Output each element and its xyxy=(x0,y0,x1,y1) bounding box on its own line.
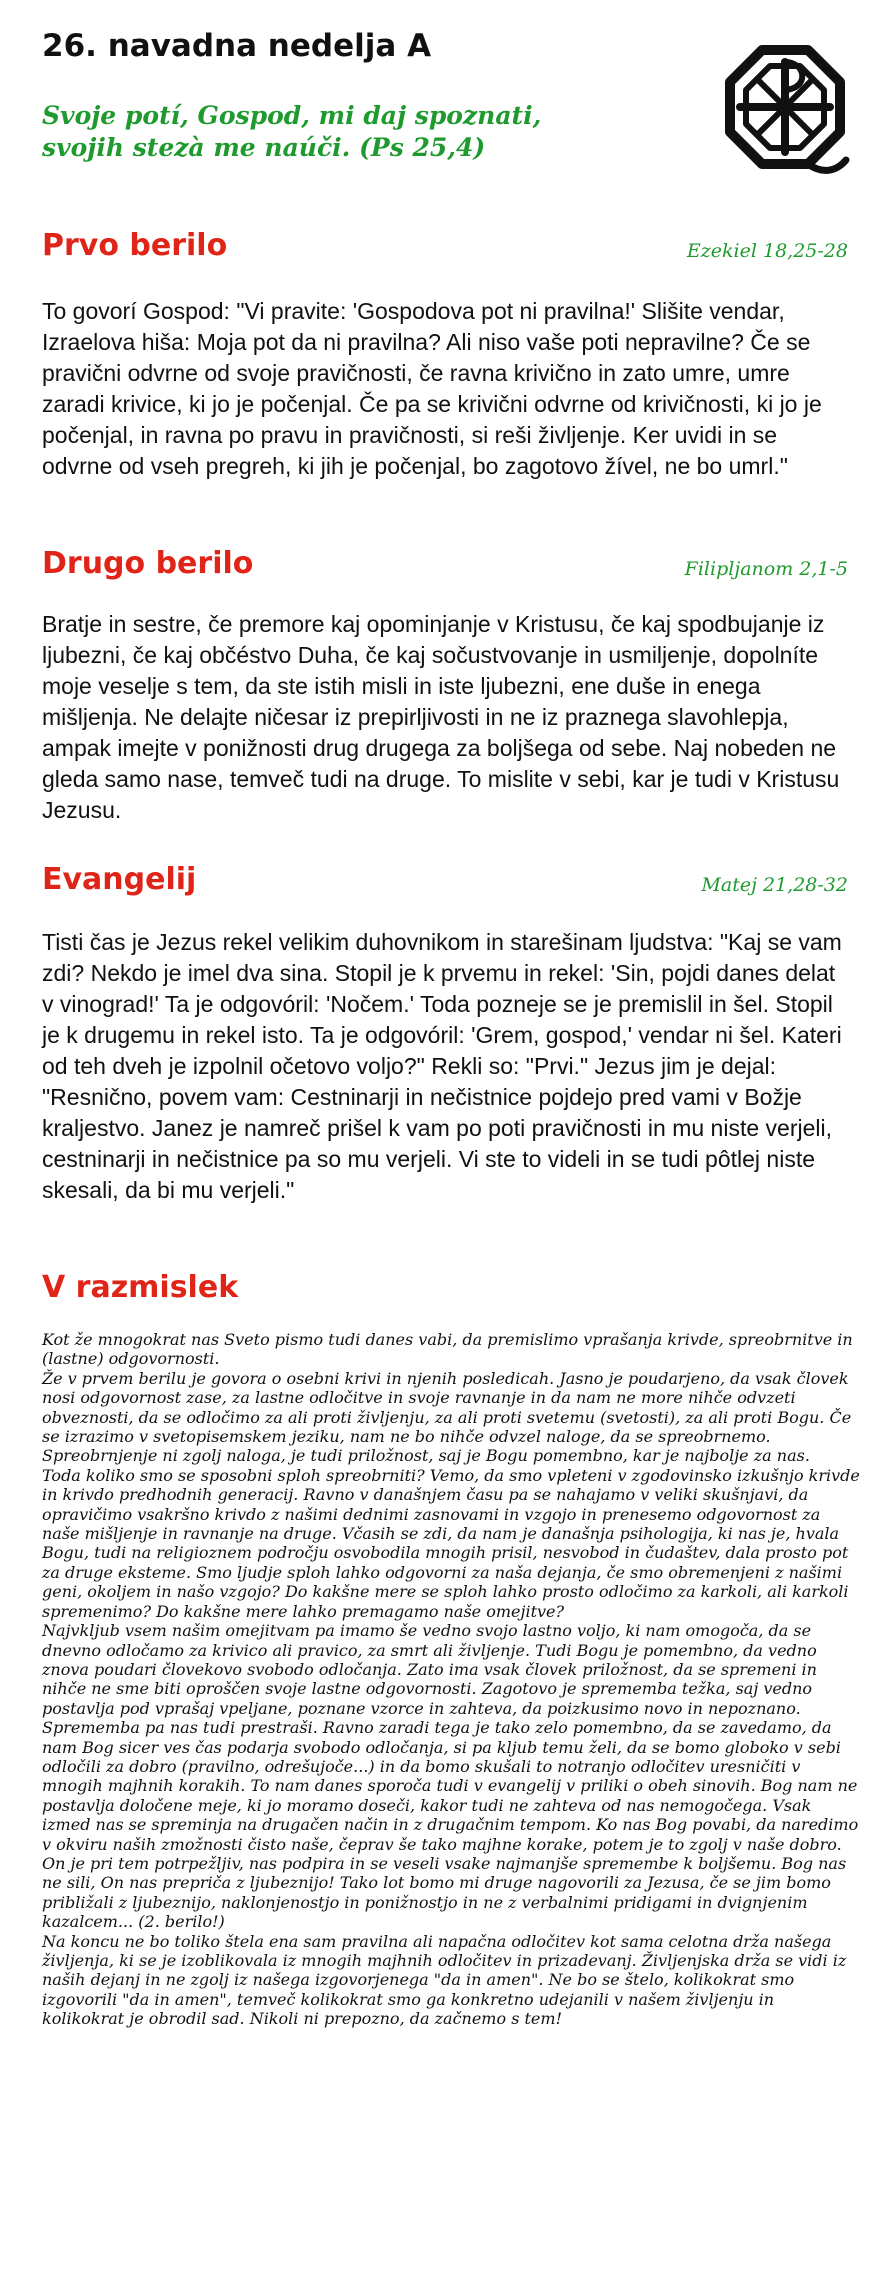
reflection-heading: V razmislek xyxy=(42,1270,239,1305)
antiphon-line-1: Svoje potí, Gospod, mi daj spoznati, xyxy=(42,101,542,130)
first-reading-heading: Prvo berilo xyxy=(42,228,228,263)
page-title: 26. navadna nedelja A xyxy=(42,28,432,64)
gospel-heading: Evangelij xyxy=(42,862,197,897)
chi-rho-cross-emblem-icon xyxy=(710,32,860,182)
gospel-text: Tisti čas je Jezus rekel velikim duhovnikom in starešinam ljudstva: "Kaj se vam zdi? Nekdo je imel dva sina. Stopil je k prvemu in rekel: 'Sin, pojdi danes delat v vinograd!' Ta je odgovóril: 'Nočem.' Toda pozneje se je premislil in šel. Stopil je k drugemu in rekel isto. Ta je odgovóril: 'Grem, gospod,' vendar ni šel. Kateri od teh dveh je izpolnil očetovo voljo?" Rekli so: "Prvi." Jezus jim je dejal: "Resnično, povem vam: Cestninarji in nečistnice pojdejo pred vami v Božje kraljestvo. Janez je namreč prišel k vam po poti pravičnosti in mu niste verjeli, cestninarji in nečistnice pa so mu verjeli. Vi ste to videli in se tudi pôtlej niste skesali, da bi mu verjeli." xyxy=(42,929,842,1203)
reflection-paragraph: Najvkljub vsem našim omejitvam pa imamo še vedno svojo lastno voljo, ki nam omogoča, da se dnevno odločamo za krivico ali pravico, za smrt ali življenje. Tudi Bogu je pomembno, da vedno znova poudari človekovo svobodo odločanja. Zato ima vsak človek priložnost, da se spremeni in nihče ne sme biti oproščen svoje lastne odgovornosti. Zagotovo je sprememba težka, saj vedno postavlja pod vprašaj vpeljane, poznane vzorce in zahteva, da poizkusimo novo in nepoznano. Sprememba pa nas tudi prestraši. Ravno zaradi tega je tako zelo pomembno, da se zavedamo, da nam Bog sicer ves čas podarja svobodo odločanja, si pa kljub temu želi, da se bomo globoko v sebi odločili za dobro (pravilno, odrešujoče...) in da bomo skušali to notranjo odločitev uresničiti v mnogih majhnih korakih. To nam danes sporoča tudi v evangelij v priliki o obeh sinovih. Bog nam ne postavlja določene meje, ki jo moramo doseči, kakor tudi ne zahteva od nas nemogočega. Vsak izmed nas se spreminja na drugačen način in z drugačnim tempom. Ko nas Bog povabi, da naredimo v okviru naših zmožnosti čisto naše, čeprav še tako majhne korake, potem je to zgolj v naše dobro. On je pri tem potrpežljiv, nas podpira in se veseli vsake najmanjše spremembe k boljšemu. Bog nas ne sili, On nas prepriča z ljubeznijo! Tako lot bomo mi druge nagovorili za Jezusa, če se jim bomo približali z ljubeznijo, naklonjenostjo in ponižnostjo in ne z verbalnimi pridigami in dvignjenim kazalcem... (2. berilo!) xyxy=(42,1621,859,1932)
reflection-paragraph: Toda koliko smo se sposobni sploh spreobrniti? Vemo, da smo vpleteni v zgodovinsko izkušnjo krivde in krivdo predhodnih generacij. Ravno v današnjem času pa se nahajamo v veliki skušnjavi, da opravičimo vsakršno krivdo z našimi dednimi zasnovami in vzgojo in prenesemo odgovornost za naše mišljenje in ravnanje na druge. Včasih se zdi, da nam je današnja psihologija, ki nas je, hvala Bogu, tudi na religioznem področju osvobodila mnogih prisil, nesvobod in čudaštev, dala prosto pot za druge eksteme. Smo ljudje sploh lahko odgovorni za naša dejanja, če smo obremenjeni z našimi geni, okoljem in našo vzgojo? Do kakšne mere se sploh lahko prosto odločimo za karkoli, ali karkoli spremenimo? Do kakšne mere lahko premagamo naše omejitve? xyxy=(42,1465,860,1621)
reflection-paragraph: Kot že mnogokrat nas Sveto pismo tudi danes vabi, da premislimo vprašanja krivde, spreobrnitve in (lastne) odgovornosti. xyxy=(42,1330,853,1369)
reflection-paragraph: Na koncu ne bo toliko štela ena sam pravilna ali napačna odločitev kot sama celotna drža našega življenja, ki se je izoblikovala iz mnogih majhnih odločitev in prizadevanj. Življenjska drža se vidi iz naših dejanj in ne zgolj iz našega izgovorjenega "da in amen". Ne bo se štelo, kolikokrat smo izgovorili "da in amen", temveč kolikokrat smo ga konkretno udejanili v našem življenju in kolikokrat je obrodil sad. Nikoli ni prepozno, da začnemo s tem! xyxy=(42,1931,847,2029)
first-reading-text: To govorí Gospod: "Vi pravite: 'Gospodova pot ni pravilna!' Slišite vendar, Izraelova hiša: Moja pot da ni pravilna? Ali niso vaše poti nepravilne? Če se pravični odvrne od svoje pravičnosti, če ravna krivično in zato umre, umre zaradi krivice, ki jo je počenjal. Če pa se krivični odvrne od krivičnosti, ki jo je počenjal, in ravna po pravu in pravičnosti, si reši življenje. Ker uvidi in se odvrne od vseh pregreh, ki jih je počenjal, bo zagotovo žível, ne bo umrl." xyxy=(42,298,822,479)
gospel-reference: Matej 21,28-32 xyxy=(701,874,848,896)
second-reading-text: Bratje in sestre, če premore kaj opominjanje v Kristusu, če kaj spodbujanje iz ljubezni, če kaj občéstvo Duha, če kaj sočustvovanje in usmiljenje, dopolníte moje veselje s tem, da ste istih misli in iste ljubezni, ene duše in enega mišljenja. Ne delajte ničesar iz prepirljivosti in ne iz praznega slavohlepja, ampak imejte v ponižnosti drug drugega za boljšega od sebe. Naj nobeden ne gleda samo nase, temveč tudi na druge. To mislite v sebi, kar je tudi v Kristusu Jezusu. xyxy=(42,611,840,823)
entrance-antiphon xyxy=(42,100,682,164)
first-reading-reference: Ezekiel 18,25-28 xyxy=(686,240,848,262)
second-reading-reference: Filipljanom 2,1-5 xyxy=(684,558,848,580)
reflection-paragraph: Že v prvem berilu je govora o osebni krivi in njenih posledicah. Jasno je poudarjeno, da vsak človek nosi odgovornost zase, za lastne odločitve in svoje ravnanje in da nam ne more nihče odvzeti obveznosti, da se odločimo za ali proti življenju, za ali proti svetemu (svetosti), za ali proti Bogu. Če se izrazimo v svetopisemskem jeziku, nam ne bo nihče odvzel naloge, da se spreobrnemo. Spreobrnjenje ni zgolj naloga, je tudi priložnost, saj je Bogu pomembno, kar je najbolje za nas. xyxy=(42,1368,852,1466)
reflection-text xyxy=(42,1330,860,2029)
antiphon-line-2: svojih stezà me naúči. (Ps 25,4) xyxy=(42,133,486,162)
second-reading-heading: Drugo berilo xyxy=(42,546,254,581)
